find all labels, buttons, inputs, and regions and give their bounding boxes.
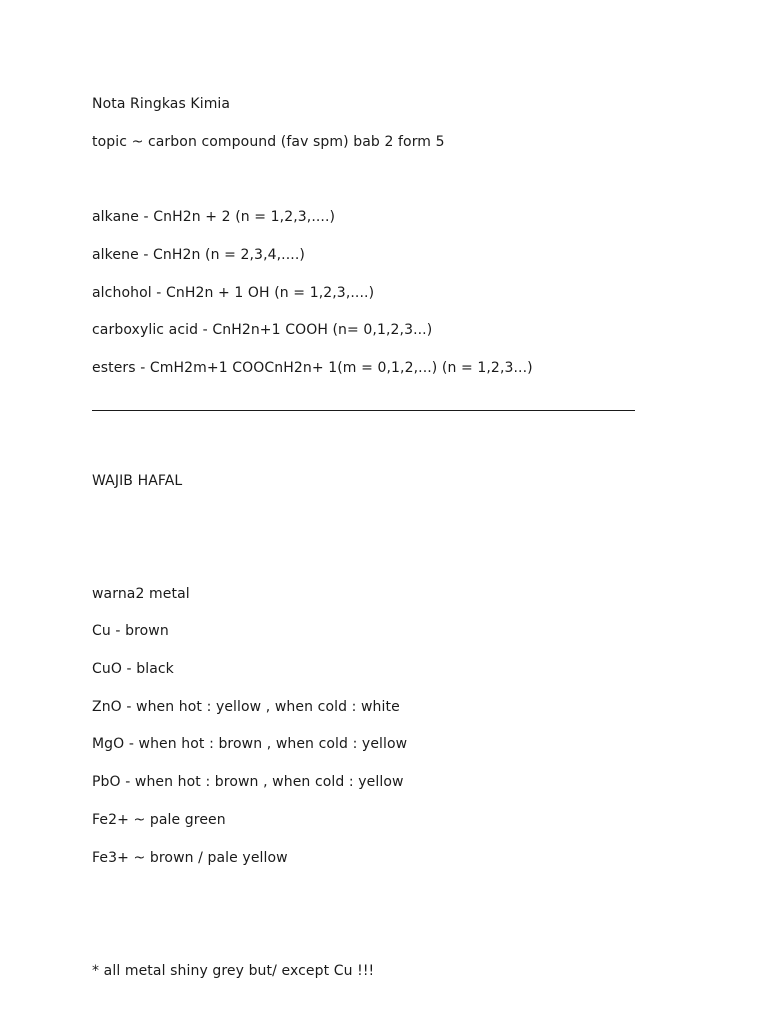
formula-alkane: alkane - CnH2n + 2 (n = 1,2,3,....) [92,209,336,225]
formula-carboxylic-acid: carboxylic acid - CnH2n+1 COOH (n= 0,1,2,3...) [92,322,433,338]
color-item-pbo: PbO - when hot : brown , when cold : yellow [92,774,404,790]
formula-alcohol: alchohol - CnH2n + 1 OH (n = 1,2,3,....) [92,285,375,301]
colors-heading: warna2 metal [92,586,190,602]
color-item-fe2: Fe2+ ~ pale green [92,812,226,828]
color-item-cuo: CuO - black [92,661,174,677]
formula-esters: esters - CmH2m+1 COOCnH2n+ 1(m = 0,1,2,...) (n = 1,2,3...) [92,360,533,376]
section-heading: WAJIB HAFAL [92,473,183,489]
note-line: * all metal shiny grey but/ except Cu !!! [92,963,375,979]
formula-alkene: alkene - CnH2n (n = 2,3,4,....) [92,247,305,263]
divider-line [92,410,635,411]
topic-line: topic ~ carbon compound (fav spm) bab 2 form 5 [92,134,445,150]
color-item-zno: ZnO - when hot : yellow , when cold : white [92,699,400,715]
color-item-fe3: Fe3+ ~ brown / pale yellow [92,850,288,866]
color-item-cu: Cu - brown [92,623,169,639]
color-item-mgo: MgO - when hot : brown , when cold : yellow [92,736,408,752]
document-title: Nota Ringkas Kimia [92,96,231,112]
